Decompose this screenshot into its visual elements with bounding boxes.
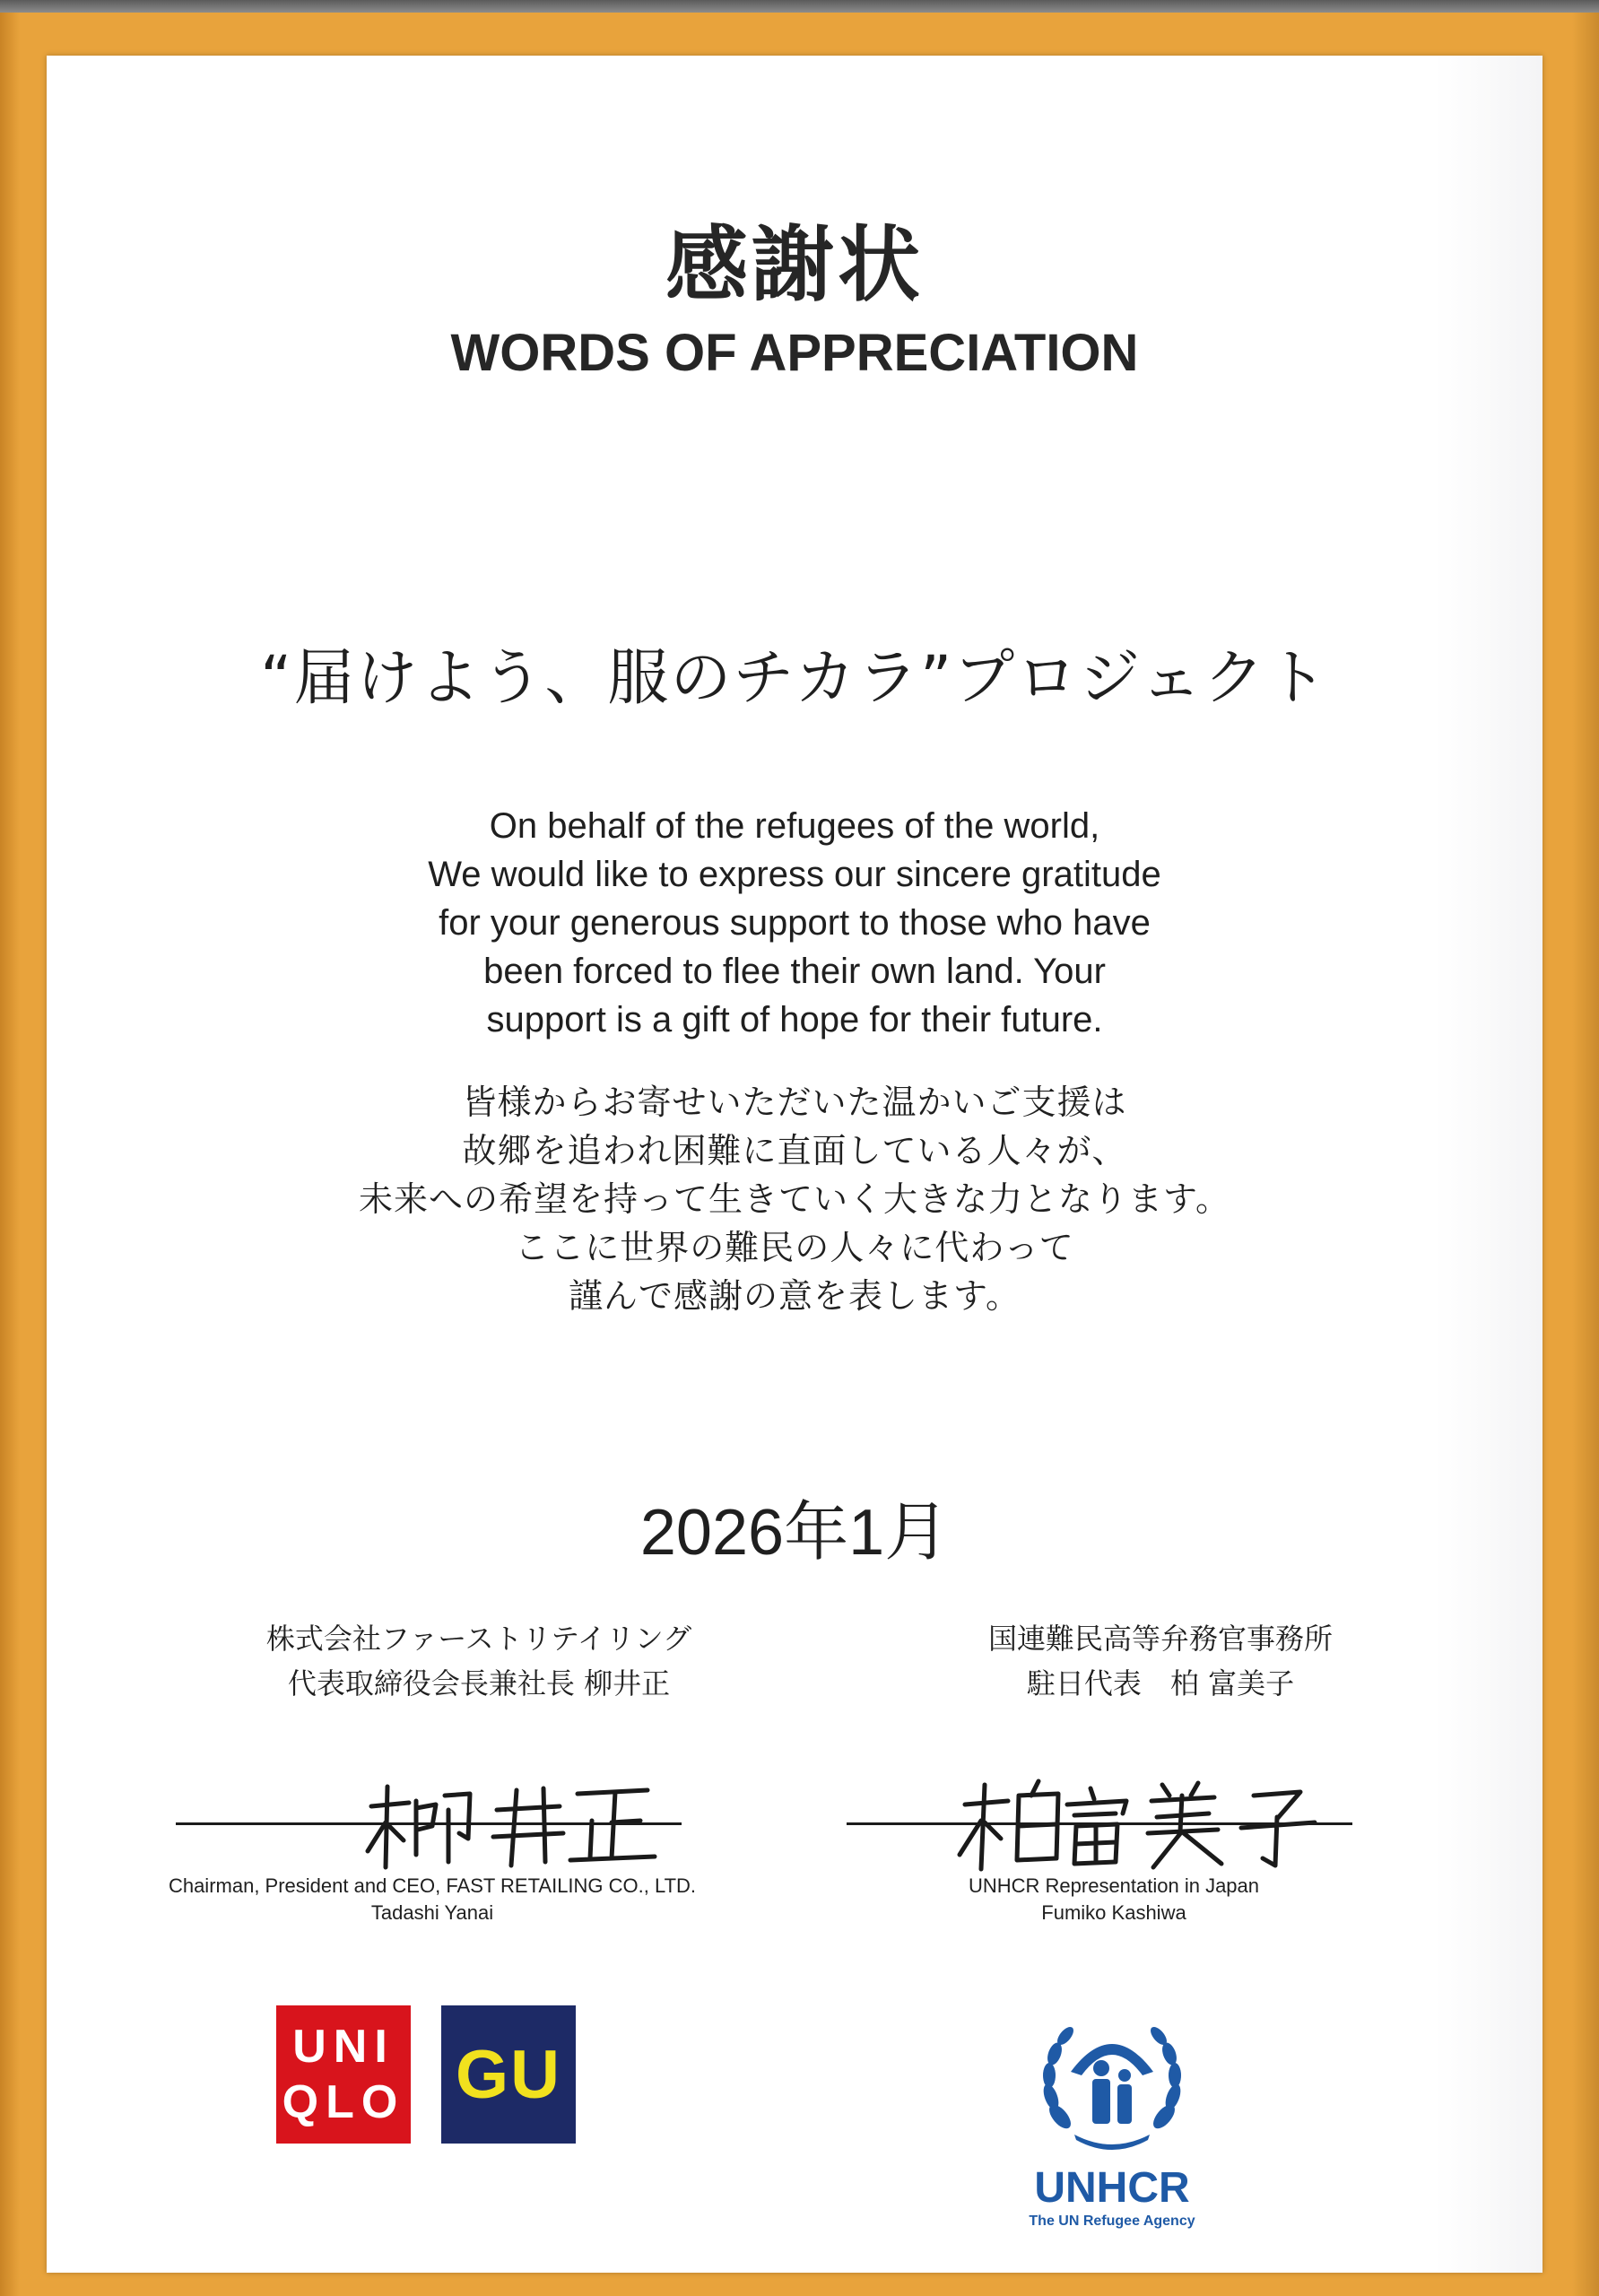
uniqlo-logo-line1: UNI	[292, 2021, 395, 2073]
signer-right-organization: 国連難民高等弁務官事務所	[987, 1622, 1333, 1656]
message-en-line: for your generous support to those who have	[439, 903, 1151, 943]
unhcr-logo-name: UNHCR	[1034, 2164, 1190, 2212]
frame-right-edge	[1572, 13, 1599, 2296]
message-jp-line: ここに世界の難民の人々に代わって	[515, 1228, 1074, 1267]
message-en-line: support is a gift of hope for their future.	[486, 1000, 1103, 1039]
signature-line-left	[176, 1822, 682, 1825]
signer-left-name-en: Tadashi Yanai	[370, 1901, 494, 1924]
certificate-title-jp: 感謝状	[665, 217, 924, 313]
signer-left-position-en: Chairman, President and CEO, FAST RETAILING CO., LTD.	[168, 1874, 697, 1897]
uniqlo-logo	[276, 2005, 411, 2144]
unhcr-logo-tagline: The UN Refugee Agency	[1029, 2213, 1195, 2229]
certificate-paper	[47, 56, 1543, 2273]
message-english	[47, 802, 1543, 1044]
uniqlo-logo-line2: QLO	[282, 2076, 405, 2128]
message-en-line: We would like to express our sincere gratitude	[428, 855, 1161, 894]
message-jp-line: 未来への希望を持って生きていく大きな力となります。	[359, 1179, 1230, 1219]
signature-line-right	[847, 1822, 1352, 1825]
certificate-title-en: WORDS OF APPRECIATION	[450, 324, 1139, 382]
unhcr-logo	[1004, 2009, 1220, 2242]
certificate-date: 2026年1月	[639, 1497, 950, 1569]
signer-right-name-en: Fumiko Kashiwa	[1041, 1901, 1186, 1924]
signer-left-title: 代表取締役会長兼社長 柳井正	[287, 1666, 671, 1700]
gu-logo	[441, 2005, 576, 2144]
frame-left-edge	[0, 13, 20, 2296]
photo-top-edge	[0, 0, 1599, 13]
message-jp-line: 謹んで感謝の意を表します。	[569, 1276, 1021, 1316]
message-en-line: been forced to flee their own land. Your	[483, 952, 1106, 991]
unhcr-emblem-icon	[1004, 2009, 1220, 2161]
gu-logo-text: GU	[456, 2036, 561, 2113]
signer-right	[882, 1616, 1438, 1706]
signer-left-organization: 株式会社ファーストリテイリング	[265, 1622, 692, 1656]
signer-right-title: 駐日代表 柏 富美子	[1026, 1666, 1295, 1700]
message-japanese	[47, 1078, 1543, 1320]
signer-left-caption	[136, 1873, 728, 1926]
message-jp-line: 故郷を追われ困難に直面している人々が、	[462, 1131, 1127, 1170]
signer-left	[201, 1616, 757, 1706]
message-en-line: On behalf of the refugees of the world,	[489, 806, 1100, 846]
project-name: “届けよう、服のチカラ”プロジェクト	[260, 643, 1329, 714]
message-jp-line: 皆様からお寄せいただいた温かいご支援は	[462, 1083, 1127, 1122]
signer-right-caption	[836, 1873, 1392, 1926]
signer-right-position-en: UNHCR Representation in Japan	[968, 1874, 1260, 1897]
